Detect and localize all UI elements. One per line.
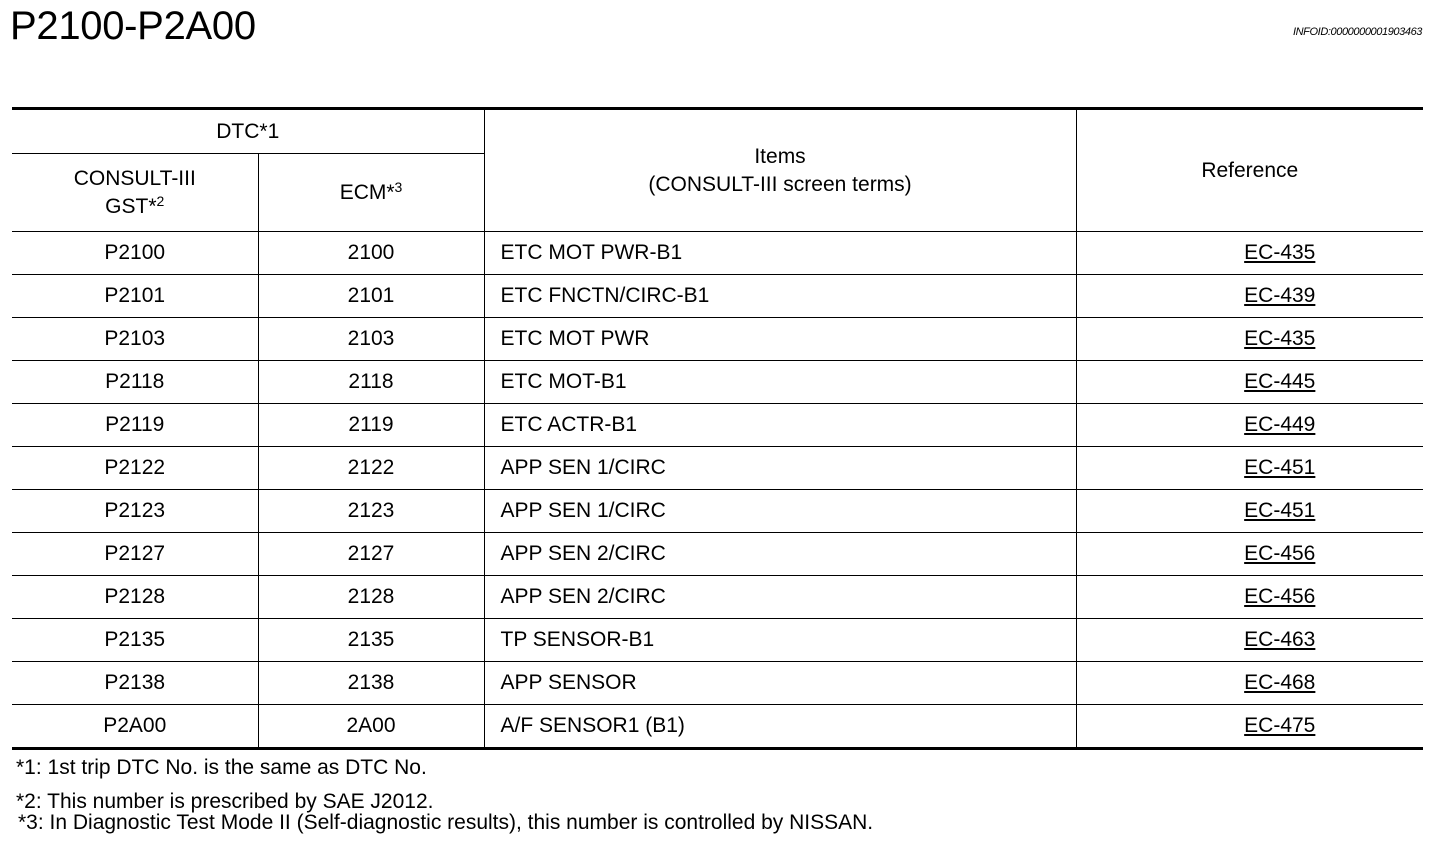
item-cell: A/F SENSOR1 (B1)	[484, 705, 1076, 749]
item-cell: APP SEN 1/CIRC	[484, 490, 1076, 533]
consult-cell: P2135	[12, 619, 258, 662]
item-cell: APP SENSOR	[484, 662, 1076, 705]
reference-cell	[1076, 318, 1423, 361]
reference-link[interactable]: EC-435	[1244, 327, 1316, 350]
consult-cell: P2128	[12, 576, 258, 619]
page-title: P2100-P2A00	[10, 4, 256, 48]
dtc-header: DTC*1	[12, 109, 484, 154]
reference-link[interactable]: EC-456	[1244, 585, 1316, 608]
reference-link[interactable]: EC-445	[1244, 370, 1316, 393]
item-cell: ETC ACTR-B1	[484, 404, 1076, 447]
consult-cell: P2122	[12, 447, 258, 490]
reference-cell	[1076, 361, 1423, 404]
ecm-label: ECM*	[339, 180, 395, 204]
reference-cell	[1076, 232, 1423, 275]
dtc-table	[12, 107, 1423, 750]
consult-cell: P2119	[12, 404, 258, 447]
ecm-cell: 2128	[258, 576, 484, 619]
gst-label: GST*	[105, 194, 157, 218]
reference-link[interactable]: EC-456	[1244, 542, 1316, 565]
ecm-header	[258, 154, 484, 232]
item-cell: TP SENSOR-B1	[484, 619, 1076, 662]
item-cell: ETC MOT PWR	[484, 318, 1076, 361]
ecm-cell: 2A00	[258, 705, 484, 749]
consult-header-line1: CONSULT-III	[73, 166, 196, 190]
ecm-cell: 2119	[258, 404, 484, 447]
table-row	[12, 662, 1423, 705]
item-cell: ETC MOT PWR-B1	[484, 232, 1076, 275]
info-id: INFOID:0000000001903463	[1292, 26, 1422, 38]
ecm-cell: 2101	[258, 275, 484, 318]
reference-cell	[1076, 705, 1423, 749]
footnote-3: *3: In Diagnostic Test Mode II (Self-diagnostic results), this number is controlled by NISSAN.	[18, 811, 874, 834]
table-row	[12, 533, 1423, 576]
table-row	[12, 232, 1423, 275]
item-cell: ETC FNCTN/CIRC-B1	[484, 275, 1076, 318]
ecm-cell: 2122	[258, 447, 484, 490]
footnote-1: *1: 1st trip DTC No. is the same as DTC No.	[16, 756, 427, 779]
table-row	[12, 705, 1423, 749]
ecm-cell: 2100	[258, 232, 484, 275]
consult-cell: P2127	[12, 533, 258, 576]
reference-header: Reference	[1076, 109, 1423, 232]
table-row	[12, 318, 1423, 361]
consult-cell: P2118	[12, 361, 258, 404]
table-row	[12, 576, 1423, 619]
reference-link[interactable]: EC-468	[1244, 671, 1316, 694]
reference-cell	[1076, 576, 1423, 619]
table-body	[12, 232, 1423, 749]
ecm-cell: 2123	[258, 490, 484, 533]
reference-link[interactable]: EC-439	[1244, 284, 1316, 307]
consult-header-line2	[12, 193, 258, 221]
reference-cell	[1076, 662, 1423, 705]
reference-cell	[1076, 533, 1423, 576]
consult-header	[12, 154, 258, 232]
ecm-cell: 2127	[258, 533, 484, 576]
items-header-line1: Items	[754, 144, 806, 168]
table-row	[12, 447, 1423, 490]
consult-cell: P2123	[12, 490, 258, 533]
reference-link[interactable]: EC-463	[1244, 628, 1316, 651]
item-cell: APP SEN 2/CIRC	[484, 576, 1076, 619]
reference-cell	[1076, 490, 1423, 533]
consult-cell: P2100	[12, 232, 258, 275]
item-cell: APP SEN 2/CIRC	[484, 533, 1076, 576]
reference-link[interactable]: EC-451	[1244, 499, 1316, 522]
reference-link[interactable]: EC-451	[1244, 456, 1316, 479]
item-cell: ETC MOT-B1	[484, 361, 1076, 404]
footnote-2: *2: This number is prescribed by SAE J2012.	[16, 790, 434, 813]
consult-cell: P2103	[12, 318, 258, 361]
ecm-cell: 2135	[258, 619, 484, 662]
ecm-cell: 2138	[258, 662, 484, 705]
reference-cell	[1076, 619, 1423, 662]
reference-link[interactable]: EC-435	[1244, 241, 1316, 264]
consult-cell: P2A00	[12, 705, 258, 749]
table-row	[12, 490, 1423, 533]
items-header	[484, 109, 1076, 232]
table-row	[12, 404, 1423, 447]
table-header	[12, 109, 1423, 232]
footnotes	[16, 756, 873, 835]
ecm-cell: 2103	[258, 318, 484, 361]
table-row	[12, 361, 1423, 404]
reference-cell	[1076, 447, 1423, 490]
ecm-cell: 2118	[258, 361, 484, 404]
consult-cell: P2138	[12, 662, 258, 705]
table-row	[12, 275, 1423, 318]
item-cell: APP SEN 1/CIRC	[484, 447, 1076, 490]
table-row	[12, 619, 1423, 662]
reference-cell	[1076, 275, 1423, 318]
reference-link[interactable]: EC-475	[1244, 714, 1316, 737]
reference-link[interactable]: EC-449	[1244, 413, 1316, 436]
gst-footnote-mark: 2	[156, 192, 165, 209]
ecm-footnote-mark: 3	[394, 178, 403, 195]
reference-cell	[1076, 404, 1423, 447]
consult-cell: P2101	[12, 275, 258, 318]
items-header-line2: (CONSULT-III screen terms)	[648, 172, 912, 196]
